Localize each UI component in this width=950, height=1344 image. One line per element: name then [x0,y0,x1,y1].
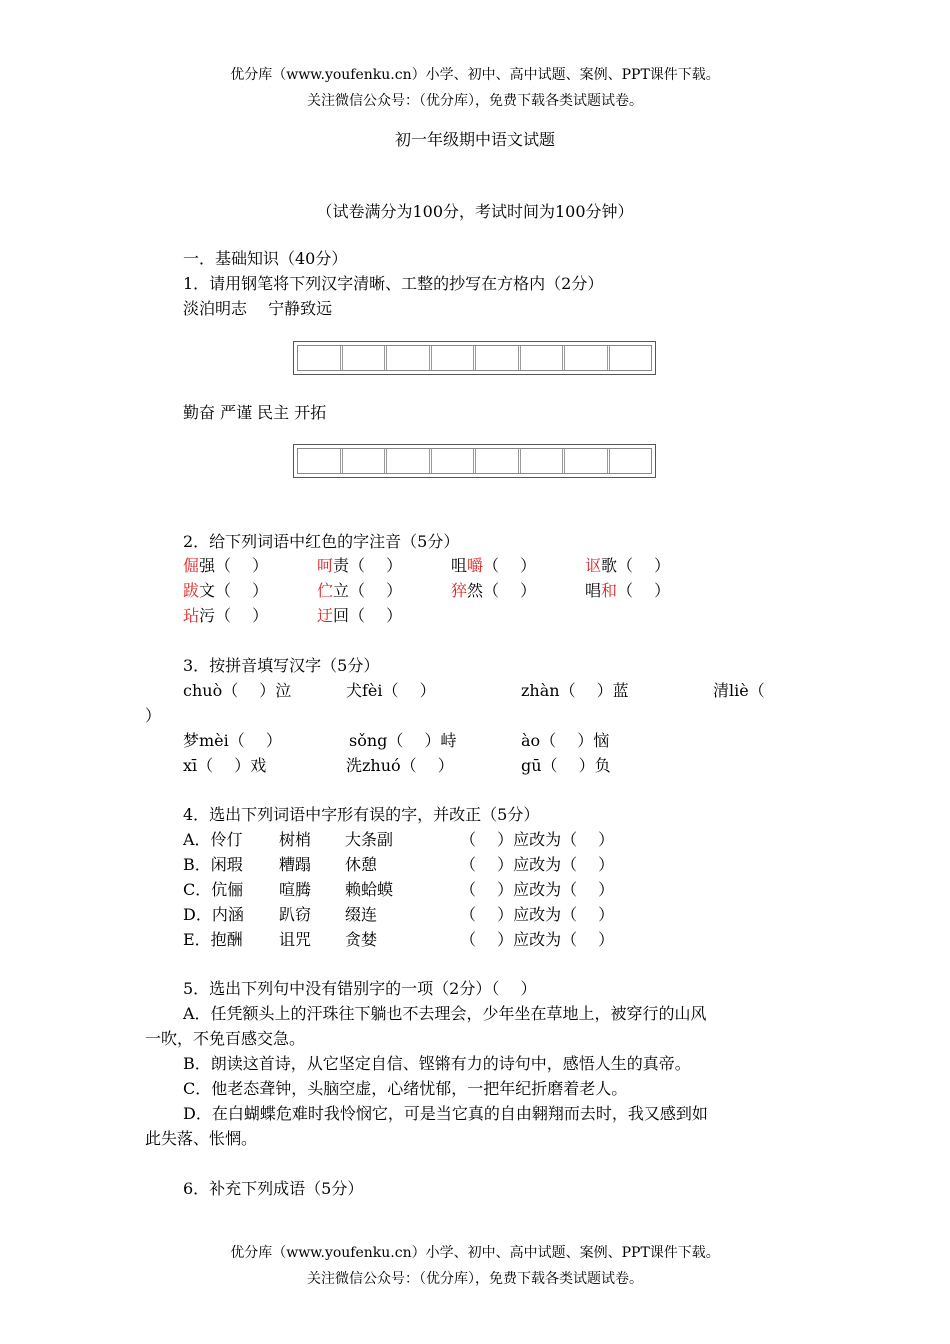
item-rest: 文（ ） [199,581,269,600]
q4-word: 糟蹋 [279,855,312,874]
red-char: 和 [601,581,618,600]
q2-item [183,553,268,576]
red-char: 玷 [183,606,200,625]
footer-line-2: 关注微信公众号：（优分库），免费下载各类试题试卷。 [307,1271,643,1287]
q4-word: 休憩 [345,855,378,874]
q3-item-wrap: ） [145,706,162,725]
red-char: 倔 [183,556,200,575]
item-rest: 污（ ） [199,606,269,625]
footer-line-1: 优分库（www.youfenku.cn）小学、初中、高中试题、案例、PPT课件下载。 [230,1245,720,1261]
q4-answer-blank: （ ）应改为（ ） [460,930,615,949]
q2-item [183,603,268,626]
q4-prompt: 4．选出下列词语中字形有误的字，并改正（5分） [183,805,540,824]
writing-grid-2[interactable] [293,444,656,478]
q3-item: zhàn（ ）蓝 [521,681,629,700]
writing-grid-1[interactable] [293,341,656,375]
header-line-2: 关注微信公众号：（优分库），免费下载各类试题试卷。 [307,93,643,109]
q5-option-b: B．朗读这首诗，从它坚定自信、铿锵有力的诗句中，感悟人生的真帝。 [183,1054,691,1073]
q1-prompt: 1．请用钢笔将下列汉字清晰、工整的抄写在方格内（2分） [183,274,604,293]
q3-item: gū（ ）负 [521,756,611,775]
q2-item [317,578,402,601]
item-rest: 然（ ） [467,581,537,600]
q4-word: 诅咒 [279,930,312,949]
q5-option-a-cont: 一吹，不免百感交急。 [145,1029,306,1048]
q4-option-label: D．内涵 [183,905,244,924]
q4-word: 趴窃 [279,905,312,924]
q4-word: 大条副 [345,830,394,849]
q5-option-a: A．任凭额头上的汗珠往下躺也不去理会，少年坐在草地上，被穿行的山风 [183,1004,707,1023]
q2-item [585,578,670,601]
q4-answer-blank: （ ）应改为（ ） [460,855,615,874]
item-rest: 强（ ） [199,556,269,575]
q4-word: 树梢 [279,830,312,849]
q2-item [183,578,268,601]
q4-answer-blank: （ ）应改为（ ） [460,905,615,924]
q4-option-label: E．抱酬 [183,930,243,949]
red-char: 迂 [317,606,334,625]
q4-option-label: C．伉俪 [183,880,244,899]
item-rest: 立（ ） [333,581,403,600]
q5-option-d: D．在白蝴蝶危难时我怜悯它，可是当它真的自由翱翔而去时，我又感到如 [183,1104,708,1123]
q1-words-2: 勤奋 严谨 民主 开拓 [183,403,327,422]
q4-word: 喧腾 [279,880,312,899]
page-title: 初一年级期中语文试题 [394,130,555,149]
item-rest: 回（ ） [333,606,403,625]
q3-item: 梦mèi（ ） [183,731,282,750]
red-char: 跋 [183,581,200,600]
q2-item [451,578,536,601]
q5-option-d-cont: 此失落、怅惘。 [145,1129,258,1148]
item-rest: （ ） [617,581,671,600]
q1-words-1: 淡泊明志 宁静致远 [183,299,333,318]
item-rest: （ ） [483,556,537,575]
q4-word: 贪婪 [345,930,378,949]
q3-item: sǒng（ ）峙 [349,731,457,750]
q4-word: 赖蛤蟆 [345,880,394,899]
q2-item [451,553,536,576]
q5-option-c: C．他老态聋钟，头脑空虚，心绪忧郁，一把年纪折磨着老人。 [183,1079,628,1098]
item-pre: 咀 [451,556,468,575]
q5-prompt: 5．选出下列句中没有错别字的一项（2分）（ ） [183,979,537,998]
q2-item [317,603,402,626]
red-char: 伫 [317,581,334,600]
exam-subtitle: （试卷满分为100分，考试时间为100分钟） [316,202,634,221]
q4-option-label: B．闲瑕 [183,855,243,874]
red-char: 呵 [317,556,334,575]
q6-prompt: 6．补充下列成语（5分） [183,1179,364,1198]
q2-item [585,553,670,576]
q3-item: xī（ ）戏 [183,756,267,775]
q3-item: ào（ ）恼 [521,731,610,750]
q2-item [317,553,402,576]
q3-item: 犬fèi（ ） [346,681,436,700]
header-line-1: 优分库（www.youfenku.cn）小学、初中、高中试题、案例、PPT课件下载。 [230,67,720,83]
q4-option-label: A．伶仃 [183,830,243,849]
q2-prompt: 2．给下列词语中红色的字注音（5分） [183,532,460,551]
red-char: 讴 [585,556,602,575]
q4-answer-blank: （ ）应改为（ ） [460,830,615,849]
section-1-heading: 一．基础知识（40分） [183,249,348,268]
red-char: 嚼 [467,556,484,575]
item-rest: 歌（ ） [601,556,671,575]
item-pre: 唱 [585,581,602,600]
q4-word: 缀连 [345,905,378,924]
q3-item: 清liè（ [713,681,765,700]
q3-item: 洗zhuó（ ） [346,756,454,775]
item-rest: 责（ ） [333,556,403,575]
q4-answer-blank: （ ）应改为（ ） [460,880,615,899]
q3-item: chuò（ ）泣 [183,681,292,700]
q3-prompt: 3．按拼音填写汉字（5分） [183,656,380,675]
red-char: 猝 [451,581,468,600]
